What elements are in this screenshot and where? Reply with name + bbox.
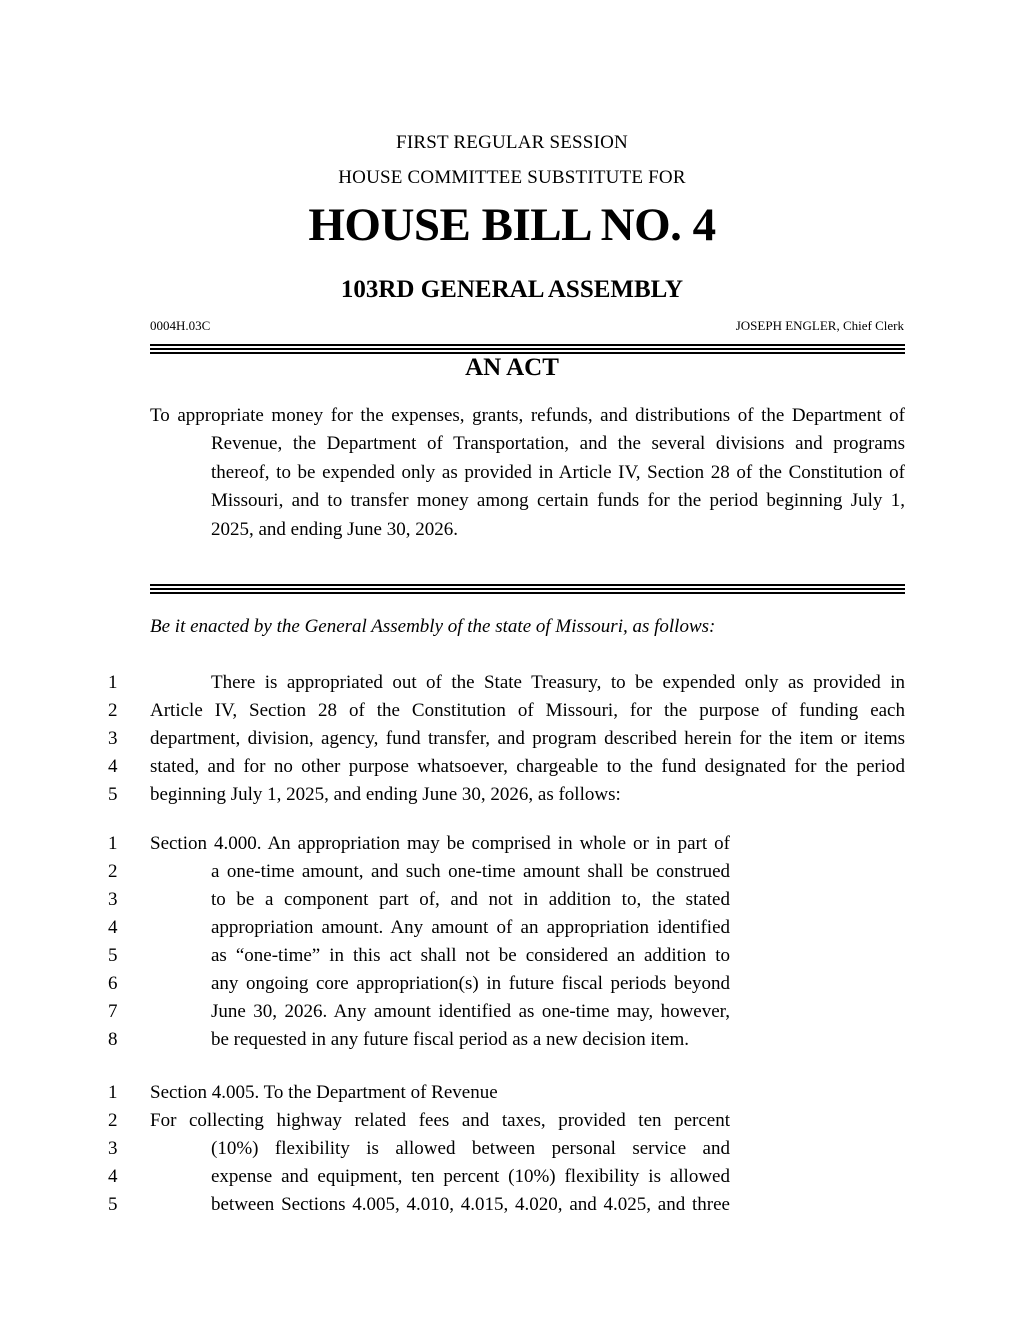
line-number: 5 bbox=[108, 945, 118, 966]
line bbox=[0, 1107, 1024, 1135]
bill-code: 0004H.03C bbox=[150, 318, 211, 333]
line-text: appropriation amount. Any amount of an appropriation identified bbox=[211, 917, 730, 938]
line-number: 4 bbox=[108, 1166, 118, 1187]
section-4000 bbox=[0, 830, 1024, 1054]
line bbox=[0, 942, 1024, 970]
line-text: (10%) flexibility is allowed between personal service and bbox=[211, 1138, 730, 1159]
line-text: stated, and for no other purpose whatsoever, chargeable to the fund designated for the period bbox=[150, 756, 905, 777]
line-text: be requested in any future fiscal period as a new decision item. bbox=[211, 1029, 689, 1050]
line bbox=[0, 886, 1024, 914]
line bbox=[0, 1163, 1024, 1191]
intro-paragraph bbox=[0, 669, 1024, 809]
line bbox=[0, 697, 1024, 725]
line-text: any ongoing core appropriation(s) in future fiscal periods beyond bbox=[211, 973, 730, 994]
line-text: beginning July 1, 2025, and ending June 30, 2026, as follows: bbox=[150, 784, 621, 805]
session-heading: FIRST REGULAR SESSION bbox=[396, 132, 628, 153]
line bbox=[0, 1079, 1024, 1107]
line-number: 1 bbox=[108, 672, 118, 693]
line-text: expense and equipment, ten percent (10%) flexibility is allowed bbox=[211, 1166, 730, 1187]
line-text: June 30, 2026. Any amount identified as one-time may, however, bbox=[211, 1001, 730, 1022]
line-number: 7 bbox=[108, 1001, 118, 1022]
line-number: 1 bbox=[108, 1082, 118, 1103]
section-4005 bbox=[0, 1079, 1024, 1219]
substitute-heading: HOUSE COMMITTEE SUBSTITUTE FOR bbox=[338, 167, 686, 188]
line bbox=[0, 830, 1024, 858]
bottom-divider bbox=[150, 584, 905, 596]
line bbox=[0, 1191, 1024, 1219]
act-title: To appropriate money for the expenses, grants, refunds, and distributions of the Department of Revenue, the Department of Transportation, and the several divisions and programs thereof, to be expended only as provided in Article IV, Section 28 of the Constitution of Missouri, and to transfer money among certain funds for the period beginning July 1, 2025, and ending June 30, 2026. bbox=[150, 405, 905, 540]
line bbox=[0, 725, 1024, 753]
line-number: 5 bbox=[108, 1194, 118, 1215]
line-number: 1 bbox=[108, 833, 118, 854]
line-number: 4 bbox=[108, 917, 118, 938]
chief-clerk: JOSEPH ENGLER, Chief Clerk bbox=[735, 318, 904, 333]
line bbox=[0, 998, 1024, 1026]
line-text: Section 4.005. To the Department of Revenue bbox=[150, 1082, 498, 1103]
line-text: as “one-time” in this act shall not be considered an addition to bbox=[211, 945, 730, 966]
line-text: department, division, agency, fund transfer, and program described herein for the item or items bbox=[150, 728, 905, 749]
enacting-clause: Be it enacted by the General Assembly of the state of Missouri, as follows: bbox=[150, 616, 716, 637]
line bbox=[0, 1135, 1024, 1163]
line-text: Article IV, Section 28 of the Constitution of Missouri, for the purpose of funding each bbox=[150, 700, 905, 721]
line bbox=[0, 970, 1024, 998]
line-number: 2 bbox=[108, 700, 118, 721]
line bbox=[0, 669, 1024, 697]
line bbox=[0, 753, 1024, 781]
line bbox=[0, 1026, 1024, 1054]
line bbox=[0, 858, 1024, 886]
line-number: 3 bbox=[108, 889, 118, 910]
act-heading: AN ACT bbox=[465, 354, 559, 381]
line-number: 2 bbox=[108, 1110, 118, 1131]
line-text: between Sections 4.005, 4.010, 4.015, 4.020, and 4.025, and three bbox=[211, 1194, 730, 1215]
line-number: 3 bbox=[108, 1138, 118, 1159]
line-text: to be a component part of, and not in addition to, the stated bbox=[211, 889, 730, 910]
line-number: 3 bbox=[108, 728, 118, 749]
line-number: 4 bbox=[108, 756, 118, 777]
line-number: 5 bbox=[108, 784, 118, 805]
bill-title: HOUSE BILL NO. 4 bbox=[308, 199, 716, 251]
line-text: There is appropriated out of the State Treasury, to be expended only as provided in bbox=[211, 672, 905, 693]
line-text: Section 4.000. An appropriation may be comprised in whole or in part of bbox=[150, 833, 730, 854]
line-text: For collecting highway related fees and taxes, provided ten percent bbox=[150, 1110, 730, 1131]
line-number: 6 bbox=[108, 973, 118, 994]
assembly-heading: 103RD GENERAL ASSEMBLY bbox=[340, 276, 684, 303]
line bbox=[0, 914, 1024, 942]
line bbox=[0, 781, 1024, 809]
line-text: a one-time amount, and such one-time amount shall be construed bbox=[211, 861, 730, 882]
line-number: 2 bbox=[108, 861, 118, 882]
line-number: 8 bbox=[108, 1029, 118, 1050]
